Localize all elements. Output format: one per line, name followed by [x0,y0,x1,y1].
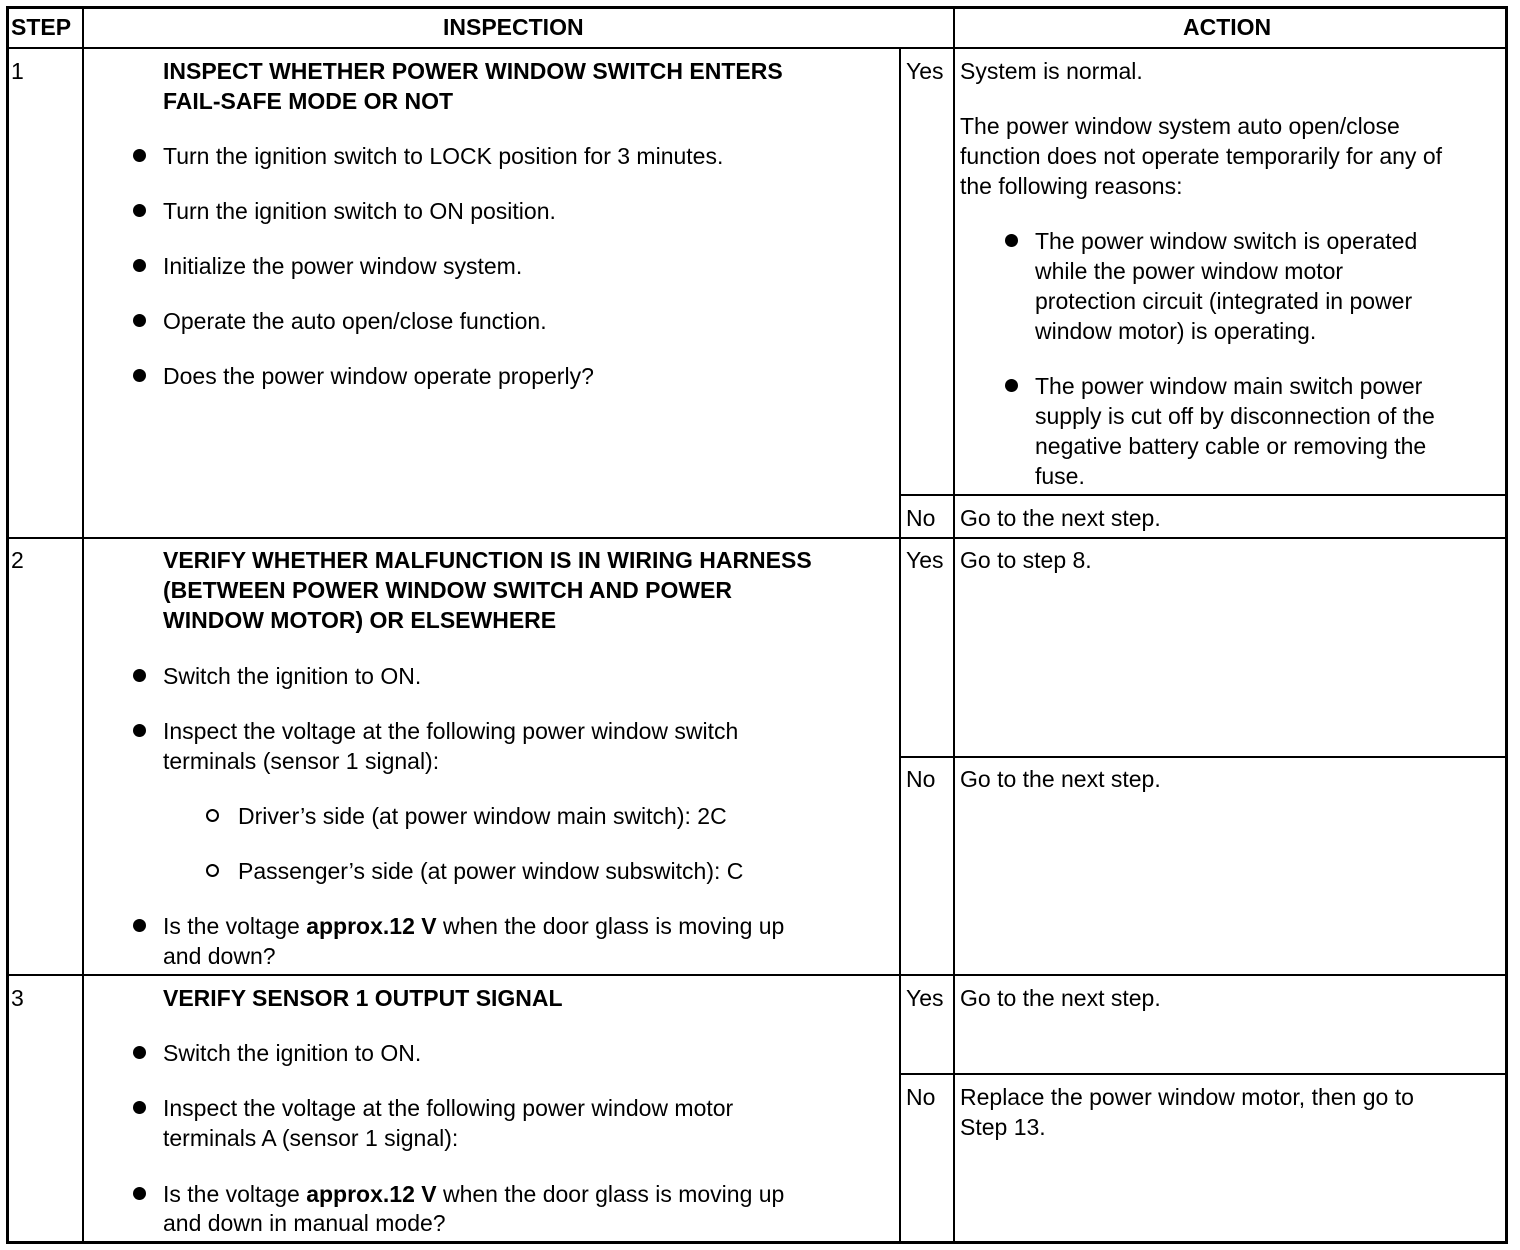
action-text: function does not operate temporarily for any of [960,143,1443,169]
bullet-icon [133,724,146,737]
row-divider-2 [6,974,1508,976]
bullet-icon [1005,379,1018,392]
inspection-subitem: Driver’s side (at power window main switch): 2C [238,803,727,829]
yes-no-divider-2 [899,756,1508,758]
text-run: when the door glass is moving up [436,913,785,939]
col-divider-action [953,6,955,1244]
yes-no-divider-1 [899,494,1508,496]
bullet-icon [133,314,146,327]
bullet-icon [133,149,146,162]
bullet-icon [133,919,146,932]
step-title: WINDOW MOTOR) OR ELSEWHERE [163,607,557,633]
text-run: Is the voltage [163,913,307,939]
action-reason: fuse. [1035,463,1085,489]
col-divider-step [82,6,84,1244]
yes-label: Yes [906,58,944,84]
action-text: Replace the power window motor, then go to [960,1084,1414,1110]
sub-bullet-icon [206,809,219,822]
action-text: Go to the next step. [960,985,1161,1011]
step-title: VERIFY WHETHER MALFUNCTION IS IN WIRING HARNESS [163,547,812,573]
inspection-subitem: Passenger’s side (at power window subswitch): C [238,858,744,884]
step-title: INSPECT WHETHER POWER WINDOW SWITCH ENTERS [163,58,783,84]
table-border-top [6,6,1508,9]
text-run: Is the voltage [163,1181,307,1207]
action-text: The power window system auto open/close [960,113,1400,139]
row-divider-1 [6,537,1508,539]
inspection-item: Does the power window operate properly? [163,363,594,389]
header-step: STEP [11,14,72,40]
step-number: 1 [11,58,24,84]
action-reason: window motor) is operating. [1035,318,1317,344]
yes-label: Yes [906,547,944,573]
yes-label: Yes [906,985,944,1011]
bullet-icon [133,1187,146,1200]
voltage-spec: approx.12 V [306,913,437,939]
inspection-item: and down in manual mode? [163,1210,446,1236]
inspection-item: Switch the ignition to ON. [163,1040,422,1066]
step-number: 3 [11,985,24,1011]
inspection-item: Operate the auto open/close function. [163,308,547,334]
inspection-item: terminals (sensor 1 signal): [163,748,440,774]
table-border-left [6,6,9,1244]
bullet-icon [133,669,146,682]
action-text: the following reasons: [960,173,1183,199]
bullet-icon [133,1101,146,1114]
no-label: No [906,1084,936,1110]
table-border-right [1505,6,1508,1244]
table-border-bottom [6,1241,1508,1244]
step-title: FAIL-SAFE MODE OR NOT [163,88,454,114]
action-text: Go to the next step. [960,505,1161,531]
action-reason: protection circuit (integrated in power [1035,288,1413,314]
bullet-icon [133,1046,146,1059]
header-inspection: INSPECTION [443,14,584,40]
inspection-item [163,911,784,941]
action-reason: supply is cut off by disconnection of the [1035,403,1435,429]
action-reason: negative battery cable or removing the [1035,433,1427,459]
action-reason: The power window switch is operated [1035,228,1418,254]
inspection-item: Turn the ignition switch to LOCK position for 3 minutes. [163,143,724,169]
no-label: No [906,766,936,792]
action-text: System is normal. [960,58,1143,84]
inspection-item: and down? [163,943,276,969]
action-reason: The power window main switch power [1035,373,1423,399]
bullet-icon [1005,234,1018,247]
bullet-icon [133,204,146,217]
inspection-item [163,1179,784,1209]
action-reason: while the power window motor [1035,258,1344,284]
inspection-item: Inspect the voltage at the following power window switch [163,718,739,744]
header-divider [6,47,1508,49]
sub-bullet-icon [206,864,219,877]
col-divider-yesno [899,47,901,1244]
text-run: when the door glass is moving up [436,1181,785,1207]
action-text: Go to step 8. [960,547,1092,573]
inspection-item: terminals A (sensor 1 signal): [163,1125,459,1151]
step-title: (BETWEEN POWER WINDOW SWITCH AND POWER [163,577,732,603]
inspection-item: Inspect the voltage at the following power window motor [163,1095,734,1121]
no-label: No [906,505,936,531]
bullet-icon [133,259,146,272]
bullet-icon [133,369,146,382]
step-title: VERIFY SENSOR 1 OUTPUT SIGNAL [163,985,563,1011]
header-action: ACTION [1183,14,1272,40]
voltage-spec: approx.12 V [306,1181,437,1207]
step-number: 2 [11,547,24,573]
action-text: Go to the next step. [960,766,1161,792]
inspection-item: Turn the ignition switch to ON position. [163,198,556,224]
yes-no-divider-3 [899,1073,1508,1075]
inspection-item: Switch the ignition to ON. [163,663,422,689]
action-text: Step 13. [960,1114,1046,1140]
inspection-item: Initialize the power window system. [163,253,523,279]
